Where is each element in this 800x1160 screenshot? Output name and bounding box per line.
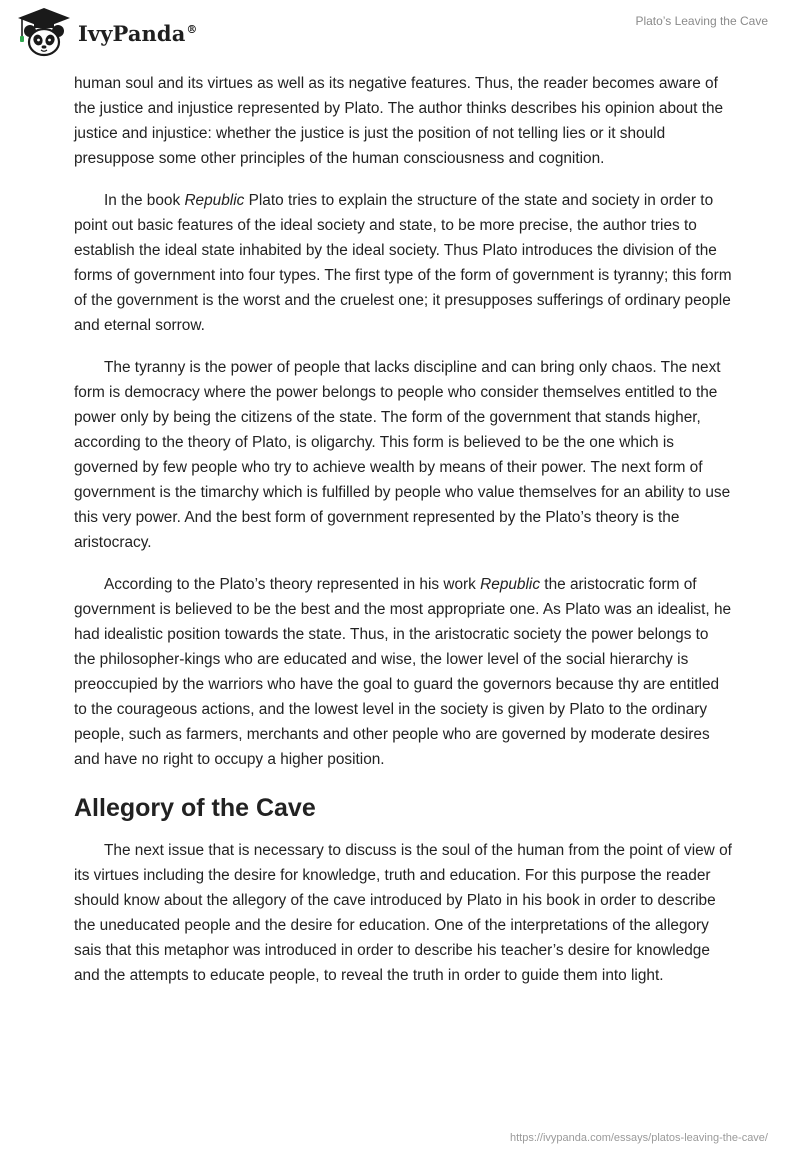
source-url[interactable]: https://ivypanda.com/essays/platos-leaving-the-cave/	[509, 1132, 768, 1144]
paragraph-3: The tyranny is the power of people that lacks discipline and can bring only chaos. The next form is democracy where the power belongs to people who consider themselves entitled to the power only by being the citizens of the state. The form of the government that stands higher, according to the theory of Plato, is oligarchy. This form is believed to be the one which is governed by few people who try to achieve wealth by means of their power. The next form of government is the timarchy which is fulfilled by people who value themselves for an ability to use this very power. And the best form of government represented by the Plato’s theory is the aristocracy.	[74, 359, 731, 551]
paragraph-2-text: Plato tries to explain the structure of the state and society in order to point out basic features of the ideal society and state, to be more precise, the author tries to establish the ideal state inhabited by the ideal society. Thus Plato introduces the division of the forms of government into four types. The first type of the form of government is tyranny; this form of the government is the worst and the cruelest one; it presupposes sufferings of ordinary people and eternal sorrow.	[74, 192, 732, 334]
book-title-republic: Republic	[184, 192, 245, 209]
page-header	[0, 0, 800, 64]
paragraph-4-text: the aristocratic form of government is believed to be the best and the most appropriate one. As Plato was an idealist, he had idealistic position towards the state. Thus, in the aristocratic society the power belongs to the philosopher-kings who are educated and wise, the lower level of the social hierarchy is preoccupied by the warriors who have the goal to guard the governors because thy are entitled to the courageous actions, and the lowest level in the society is given by Plato to the ordinary people, such as farmers, merchants and other people who are governed by moderate desires and have no right to occupy a higher position.	[74, 576, 732, 768]
paragraph-1: human soul and its virtues as well as its negative features. Thus, the reader becomes aware of the justice and injustice represented by Plato. The author thinks describes his opinion about the justice and injustice: whether the justice is just the position of not telling lies or it should presuppose some other principles of the human consciousness and cognition.	[74, 75, 724, 167]
paragraph-4	[74, 572, 734, 772]
paragraph-2-lead: In the book	[104, 192, 185, 209]
paragraph-5: The next issue that is necessary to discuss is the soul of the human from the point of view of its virtues including the desire for knowledge, truth and education. For this purpose the reader should know about the allegory of the cave introduced by Plato in his book in order to describe the uneducated people and the desire for education. One of the interpretations of the allegory sais that this metaphor was introduced in order to describe his teacher’s desire for knowledge and the attempts to educate people, to reveal the truth in order to guide them into light.	[74, 842, 732, 984]
paragraph-2	[74, 188, 734, 338]
essay-body	[74, 71, 734, 1005]
brand-logo[interactable]	[14, 7, 198, 59]
work-title-republic: Republic	[480, 576, 541, 593]
section-heading: Allegory of the Cave	[74, 794, 316, 822]
running-title: Plato’s Leaving the Cave	[635, 14, 768, 28]
panda-graduate-icon	[14, 7, 74, 59]
registered-mark: ®	[186, 22, 198, 36]
brand-name: IvyPanda®	[78, 20, 198, 46]
paragraph-4-lead: According to the Plato’s theory represented in his work	[104, 576, 481, 593]
